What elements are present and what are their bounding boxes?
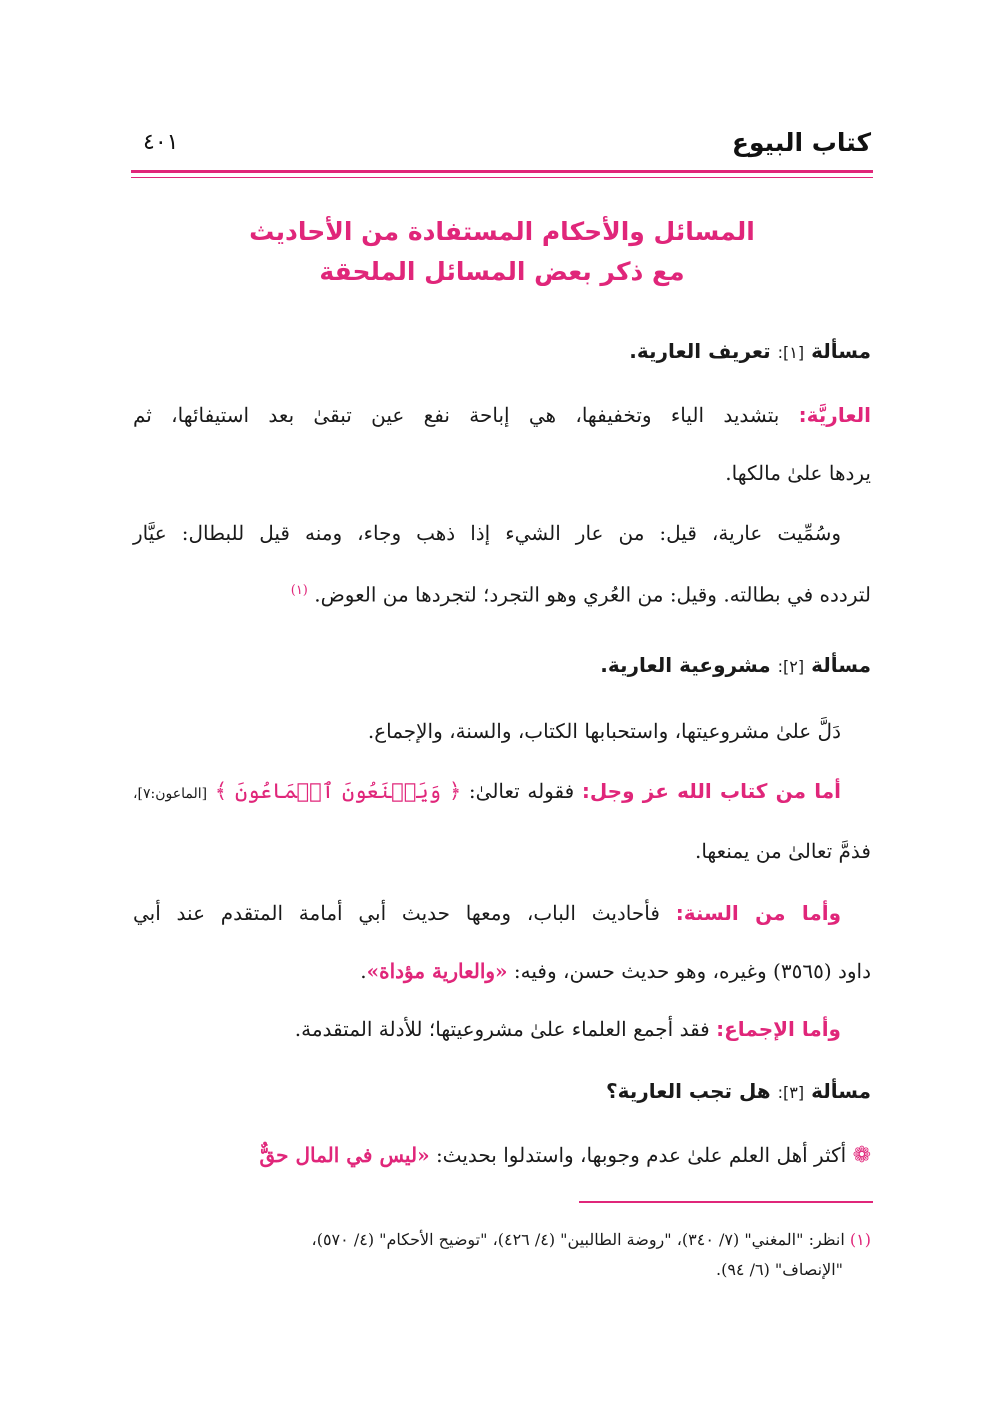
text: لتردده في بطالته. وقيل: من العُري وهو التجرد؛ لتجردها من العوض.	[314, 582, 871, 607]
footnote-number: (١)	[849, 1230, 871, 1249]
obligation-line-1	[259, 1140, 871, 1171]
question-3-heading	[606, 1076, 871, 1108]
text-end: .	[360, 959, 367, 983]
text: فقوله تعالىٰ:	[468, 779, 575, 803]
definition-line-1	[133, 400, 871, 430]
question-number: [١]:	[777, 343, 805, 362]
text: فأحاديث الباب، ومعها حديث أبي أمامة المتقدم عند أبي	[133, 901, 660, 925]
question-label: مسألة	[811, 653, 871, 677]
term-label: أما من كتاب الله عز وجل:	[581, 779, 842, 803]
footnote-text: انظر: "المغني" (٧/ ٣٤٠)، "روضة الطالبين" (٤/ ٤٢٦)، "توضيح الأحكام" (٤/ ٥٧٠)،	[311, 1230, 845, 1249]
quran-evidence-line-1	[133, 776, 841, 809]
sunnah-evidence-line-2	[360, 956, 871, 986]
question-label: مسألة	[811, 1079, 871, 1103]
book-title: كتاب البيوع	[731, 128, 871, 157]
quran-evidence-line-2: فذمَّ تعالىٰ من يمنعها.	[694, 839, 871, 863]
quran-verse: ﴿ وَيَمۡنَعُونَ ٱلۡمَاعُونَ ﴾	[214, 779, 462, 803]
footnote-rule	[579, 1201, 873, 1203]
term-label: العاريَّة:	[798, 403, 871, 427]
question-label: مسألة	[811, 339, 871, 363]
legitimacy-line: دَلَّ علىٰ مشروعيتها، واستحبابها الكتاب، والسنة، والإجماع.	[367, 719, 841, 743]
question-title: تعريف العارية.	[629, 339, 771, 363]
question-title: هل تجب العارية؟	[606, 1079, 771, 1103]
section-heading	[131, 212, 873, 292]
etymology-line-2	[291, 576, 871, 610]
text: بتشديد الياء وتخفيفها، هي إباحة نفع عين تبقىٰ بعد استيفائها، ثم	[133, 403, 780, 427]
verse-reference: [الماعون:٧]،	[133, 786, 208, 802]
running-header	[133, 128, 871, 168]
term-label: وأما من السنة:	[675, 901, 842, 925]
hadith-quote: «والعارية مؤداة»	[366, 959, 508, 983]
text: فقد أجمع العلماء علىٰ مشروعيتها؛ للأدلة المتقدمة.	[294, 1017, 710, 1041]
text: أكثر أهل العلم علىٰ عدم وجوبها، واستدلوا بحديث:	[435, 1143, 847, 1167]
question-title: مشروعية العارية.	[600, 653, 771, 677]
question-number: [٣]:	[777, 1083, 805, 1102]
etymology-line-1: وسُمِّيت عارية، قيل: من عار الشيء إذا ذهب وجاء، ومنه قيل للبطال: عيَّار	[133, 521, 841, 545]
footnote-line-2: "الإنصاف" (٦/ ٩٤).	[716, 1260, 843, 1279]
consensus-line	[295, 1014, 841, 1044]
page-number: ٤٠١	[143, 130, 179, 155]
section-heading-line1: المسائل والأحكام المستفادة من الأحاديث	[249, 217, 755, 246]
term-label: وأما الإجماع:	[716, 1017, 841, 1041]
question-1-heading	[629, 336, 871, 368]
question-2-heading	[600, 650, 871, 682]
text: داود (٣٥٦٥) وغيره، وهو حديث حسن، وفيه:	[513, 959, 871, 983]
question-number: [٢]:	[777, 657, 805, 676]
header-rule-thin	[131, 177, 873, 178]
header-rule-thick	[131, 170, 873, 173]
section-heading-line2: مع ذكر بعض المسائل الملحقة	[319, 257, 685, 286]
footnote-line-1	[312, 1228, 871, 1252]
flower-bullet-icon: ❁	[852, 1143, 871, 1168]
hadith-quote: «ليس في المال حقٌّ	[259, 1143, 430, 1167]
footnote-marker: (١)	[290, 583, 308, 598]
sunnah-evidence-line-1	[133, 898, 841, 928]
definition-line-2: يردها علىٰ مالكها.	[725, 461, 871, 485]
